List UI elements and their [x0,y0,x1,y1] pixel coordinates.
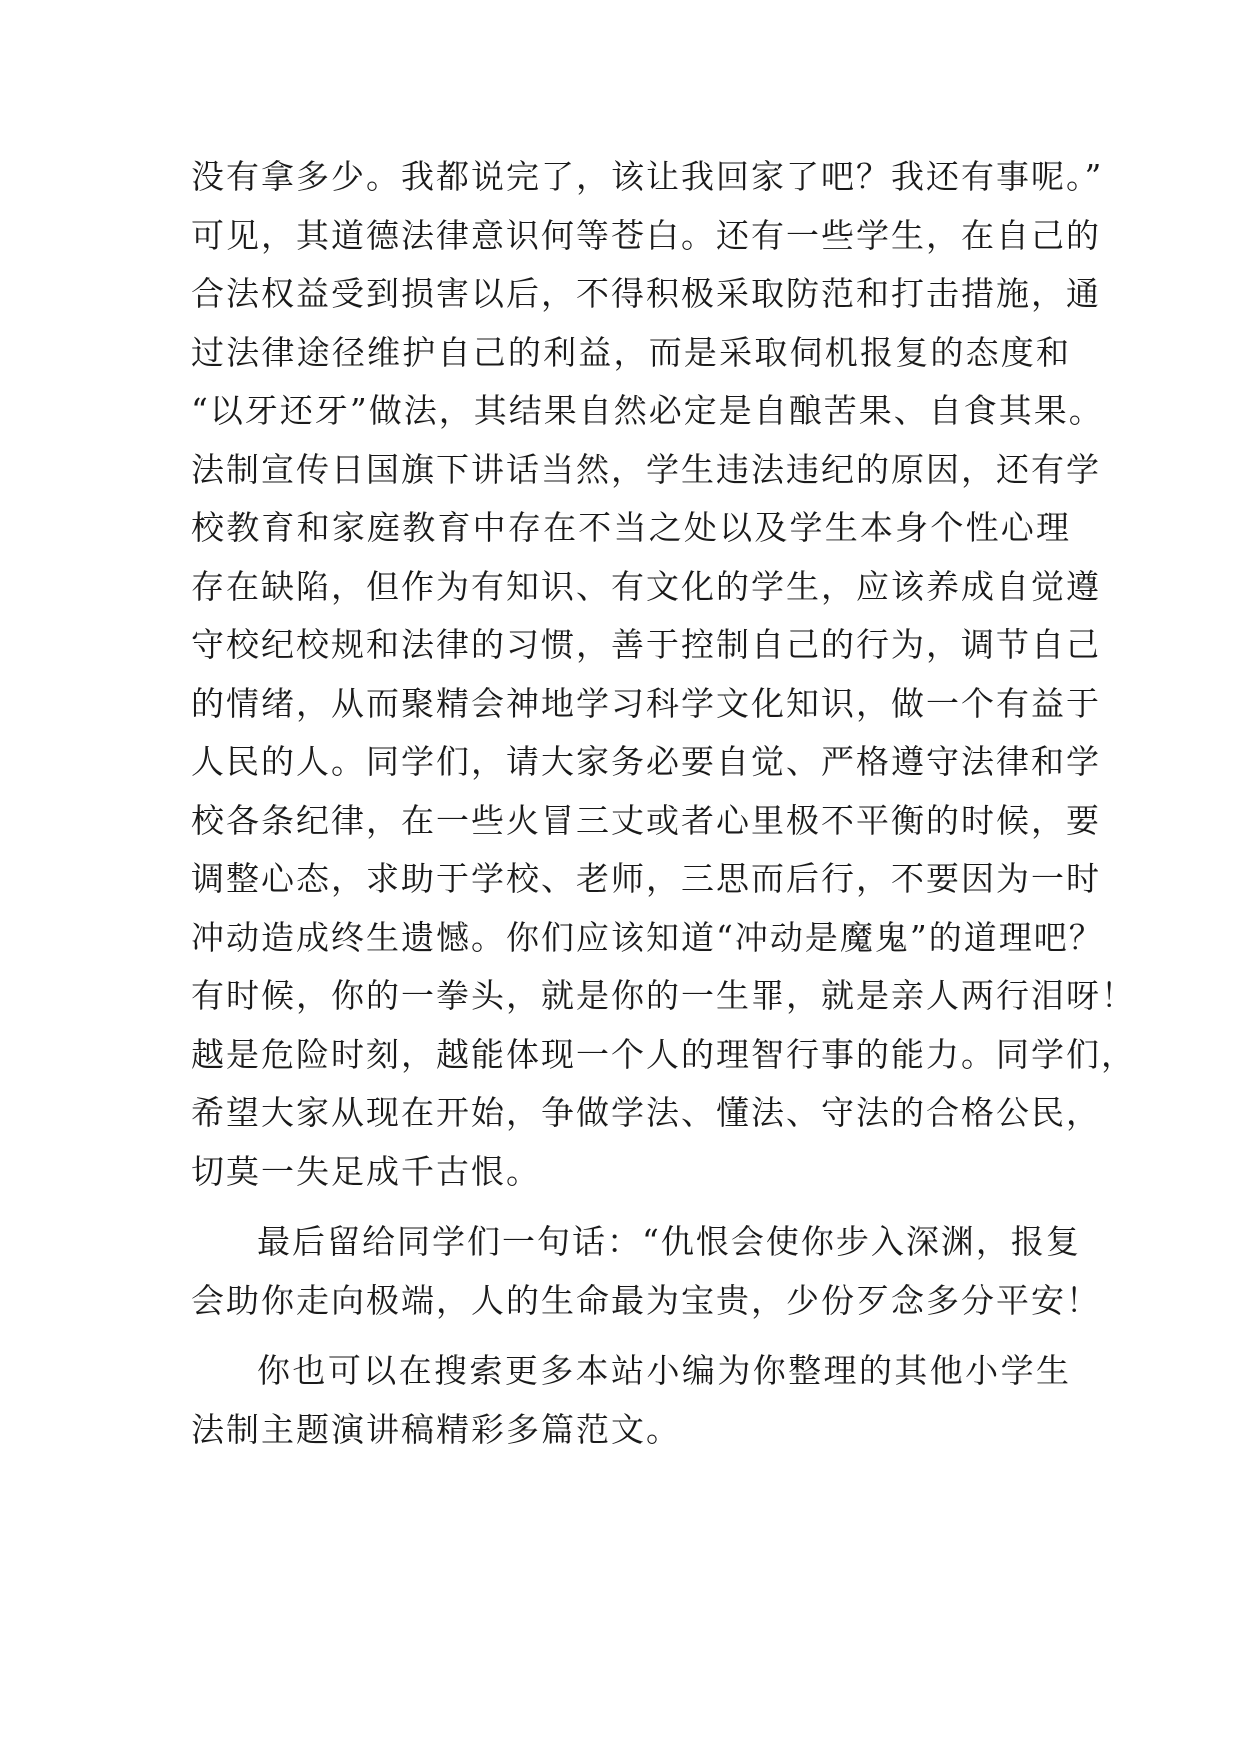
text-line: 最后留给同学们一句话：“仇恨会使你步入深渊，报复 [257,1222,1081,1261]
text-line: 存在缺陷，但作为有知识、有文化的学生，应该养成自觉遵 [191,566,1101,606]
document-body [191,148,1136,1459]
text-line: 过法律途径维护自己的利益，而是采取伺机报复的态度和 [191,332,1071,372]
text-line: 人民的人。同学们，请大家务必要自觉、严格遵守法律和学 [191,742,1101,781]
text-line: 你也可以在搜索更多本站小编为你整理的其他小学生 [257,1351,1071,1390]
text-line: 有时候，你的一拳头，就是你的一生罪，就是亲人两行泪呀！ [191,976,1136,1015]
text-line: 冲动造成终生遗憾。你们应该知道“冲动是魔鬼”的道理吧？ [191,917,1104,957]
text-line: 调整心态，求助于学校、老师，三思而后行，不要因为一时 [191,859,1101,898]
paragraph-3 [191,1342,1071,1459]
paragraph-gap [191,1201,1071,1213]
paragraph-1 [191,148,1136,1201]
paragraph-2 [191,1213,1101,1330]
text-line: 切莫一失足成千古恨。 [191,1151,541,1191]
text-line: 的情绪，从而聚精会神地学习科学文化知识，做一个有益于 [191,683,1101,723]
text-line: “以牙还牙”做法，其结果自然必定是自酿苦果、自食其果。 [191,391,1104,430]
text-line: 越是危险时刻，越能体现一个人的理智行事的能力。同学们， [191,1034,1136,1074]
text-line: 守校纪校规和法律的习惯，善于控制自己的行为，调节自己 [191,625,1101,664]
text-line: 没有拿多少。我都说完了，该让我回家了吧？我还有事呢。” [191,157,1104,196]
text-line: 会助你走向极端，人的生命最为宝贵，少份歹念多分平安！ [191,1280,1101,1320]
text-line: 希望大家从现在开始，争做学法、懂法、守法的合格公民， [191,1093,1101,1132]
paragraph-gap [191,1330,1071,1342]
text-line: 合法权益受到损害以后，不得积极采取防范和打击措施，通 [191,274,1101,313]
text-line: 校各条纪律，在一些火冒三丈或者心里极不平衡的时候，要 [191,800,1101,840]
text-line: 可见，其道德法律意识何等苍白。还有一些学生，在自己的 [191,215,1101,255]
text-line: 法制宣传日国旗下讲话当然，学生违法违纪的原因，还有学 [191,449,1101,489]
text-line: 校教育和家庭教育中存在不当之处以及学生本身个性心理 [191,508,1071,547]
text-line: 法制主题演讲稿精彩多篇范文。 [191,1409,681,1449]
